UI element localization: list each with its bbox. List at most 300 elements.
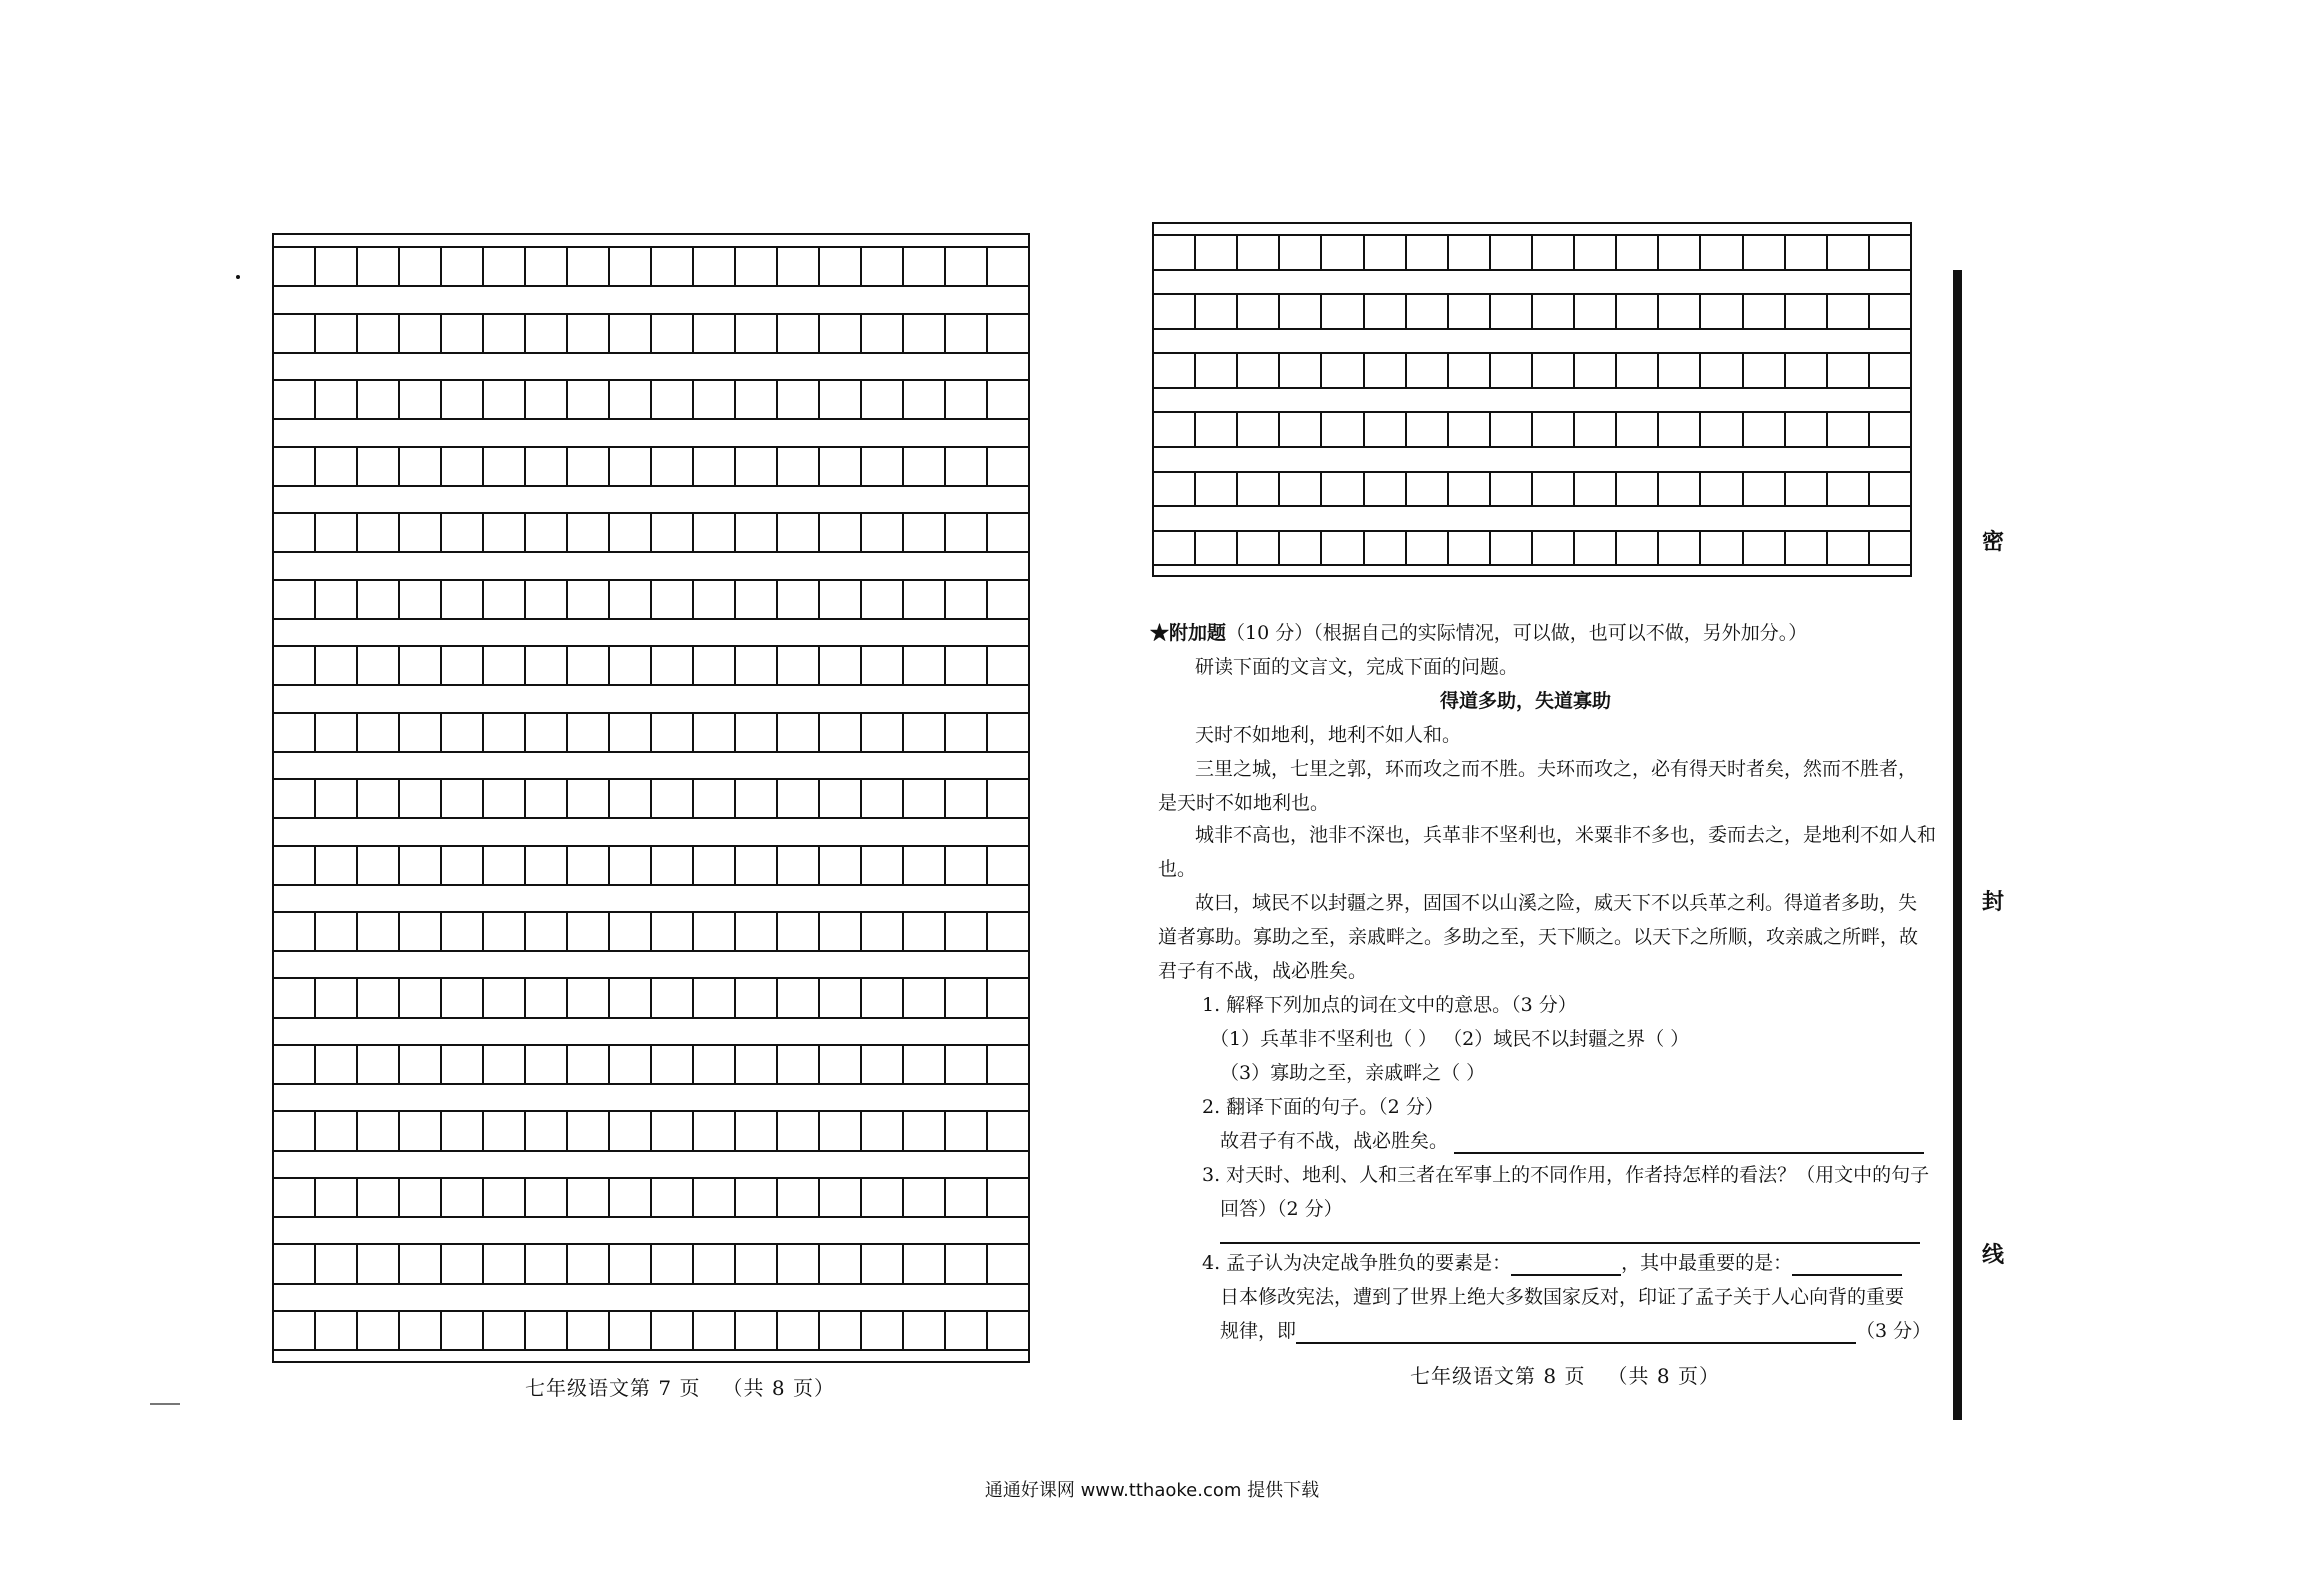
grid-cell[interactable]: [986, 845, 1030, 886]
grid-cell[interactable]: [482, 579, 524, 620]
grid-cell[interactable]: [818, 1110, 860, 1151]
grid-cell[interactable]: [440, 645, 482, 686]
grid-cell[interactable]: [1615, 234, 1657, 271]
grid-cell[interactable]: [356, 712, 398, 753]
grid-cell[interactable]: [944, 845, 986, 886]
grid-cell[interactable]: [314, 579, 356, 620]
grid-cell[interactable]: [1573, 471, 1615, 508]
grid-cell[interactable]: [314, 313, 356, 354]
grid-cell[interactable]: [440, 1243, 482, 1284]
grid-cell[interactable]: [986, 579, 1030, 620]
answer-line-q4a[interactable]: [1511, 1254, 1621, 1276]
grid-cell[interactable]: [398, 313, 440, 354]
grid-cell[interactable]: [398, 1044, 440, 1085]
grid-cell[interactable]: [1868, 411, 1912, 448]
grid-cell[interactable]: [818, 977, 860, 1018]
grid-cell[interactable]: [860, 778, 902, 819]
grid-cell[interactable]: [860, 977, 902, 1018]
grid-cell[interactable]: [398, 977, 440, 1018]
grid-cell[interactable]: [1531, 234, 1573, 271]
grid-cell[interactable]: [776, 313, 818, 354]
grid-cell[interactable]: [1489, 411, 1531, 448]
grid-cell[interactable]: [692, 645, 734, 686]
grid-cell[interactable]: [860, 845, 902, 886]
grid-cell[interactable]: [524, 579, 566, 620]
grid-cell[interactable]: [398, 379, 440, 420]
grid-cell[interactable]: [818, 845, 860, 886]
grid-cell[interactable]: [734, 379, 776, 420]
grid-cell[interactable]: [986, 313, 1030, 354]
grid-cell[interactable]: [860, 1243, 902, 1284]
grid-cell[interactable]: [986, 712, 1030, 753]
grid-cell[interactable]: [566, 1310, 608, 1351]
grid-cell[interactable]: [902, 977, 944, 1018]
grid-cell[interactable]: [356, 845, 398, 886]
grid-cell[interactable]: [1826, 234, 1868, 271]
grid-cell[interactable]: [944, 446, 986, 487]
grid-cell[interactable]: [314, 1110, 356, 1151]
grid-cell[interactable]: [1868, 293, 1912, 330]
grid-cell[interactable]: [944, 645, 986, 686]
grid-cell[interactable]: [482, 645, 524, 686]
grid-cell[interactable]: [524, 1243, 566, 1284]
grid-cell[interactable]: [1784, 530, 1826, 567]
grid-cell[interactable]: [440, 313, 482, 354]
grid-cell[interactable]: [818, 1310, 860, 1351]
grid-cell[interactable]: [650, 645, 692, 686]
grid-cell[interactable]: [818, 712, 860, 753]
grid-cell[interactable]: [356, 911, 398, 952]
grid-cell[interactable]: [566, 977, 608, 1018]
grid-cell[interactable]: [398, 579, 440, 620]
grid-cell[interactable]: [482, 1310, 524, 1351]
grid-cell[interactable]: [650, 1310, 692, 1351]
grid-cell[interactable]: [1826, 530, 1868, 567]
grid-cell[interactable]: [860, 1044, 902, 1085]
grid-cell[interactable]: [818, 512, 860, 553]
grid-cell[interactable]: [272, 1177, 314, 1218]
grid-cell[interactable]: [1152, 234, 1194, 271]
grid-cell[interactable]: [272, 246, 314, 287]
grid-cell[interactable]: [1657, 530, 1699, 567]
grid-cell[interactable]: [776, 712, 818, 753]
grid-cell[interactable]: [356, 446, 398, 487]
grid-cell[interactable]: [734, 645, 776, 686]
grid-cell[interactable]: [272, 379, 314, 420]
grid-cell[interactable]: [902, 1177, 944, 1218]
grid-cell[interactable]: [692, 977, 734, 1018]
grid-cell[interactable]: [398, 1243, 440, 1284]
grid-cell[interactable]: [986, 977, 1030, 1018]
grid-cell[interactable]: [566, 1110, 608, 1151]
grid-cell[interactable]: [1447, 352, 1489, 389]
grid-cell[interactable]: [398, 1177, 440, 1218]
grid-cell[interactable]: [356, 1110, 398, 1151]
grid-cell[interactable]: [1320, 293, 1362, 330]
grid-cell[interactable]: [608, 1310, 650, 1351]
grid-cell[interactable]: [1826, 411, 1868, 448]
grid-cell[interactable]: [524, 911, 566, 952]
grid-cell[interactable]: [482, 778, 524, 819]
grid-cell[interactable]: [986, 1177, 1030, 1218]
grid-cell[interactable]: [314, 379, 356, 420]
grid-cell[interactable]: [860, 579, 902, 620]
grid-cell[interactable]: [818, 778, 860, 819]
grid-cell[interactable]: [608, 579, 650, 620]
grid-cell[interactable]: [1152, 411, 1194, 448]
grid-cell[interactable]: [1194, 352, 1236, 389]
grid-cell[interactable]: [1152, 293, 1194, 330]
grid-cell[interactable]: [1784, 293, 1826, 330]
grid-cell[interactable]: [1236, 234, 1278, 271]
grid-cell[interactable]: [482, 911, 524, 952]
grid-cell[interactable]: [1194, 293, 1236, 330]
grid-cell[interactable]: [1320, 411, 1362, 448]
grid-cell[interactable]: [482, 446, 524, 487]
grid-cell[interactable]: [1699, 411, 1741, 448]
grid-cell[interactable]: [314, 512, 356, 553]
grid-cell[interactable]: [356, 246, 398, 287]
grid-cell[interactable]: [1363, 530, 1405, 567]
grid-cell[interactable]: [776, 379, 818, 420]
grid-cell[interactable]: [272, 778, 314, 819]
grid-cell[interactable]: [608, 1110, 650, 1151]
grid-cell[interactable]: [482, 313, 524, 354]
grid-cell[interactable]: [650, 977, 692, 1018]
grid-cell[interactable]: [1573, 234, 1615, 271]
grid-cell[interactable]: [902, 446, 944, 487]
grid-cell[interactable]: [818, 313, 860, 354]
grid-cell[interactable]: [1615, 352, 1657, 389]
grid-cell[interactable]: [1447, 293, 1489, 330]
grid-cell[interactable]: [440, 911, 482, 952]
grid-cell[interactable]: [608, 645, 650, 686]
grid-cell[interactable]: [272, 845, 314, 886]
grid-cell[interactable]: [1784, 234, 1826, 271]
grid-cell[interactable]: [356, 1044, 398, 1085]
grid-cell[interactable]: [1447, 411, 1489, 448]
grid-cell[interactable]: [902, 313, 944, 354]
grid-cell[interactable]: [902, 512, 944, 553]
grid-cell[interactable]: [356, 1243, 398, 1284]
grid-cell[interactable]: [818, 446, 860, 487]
grid-cell[interactable]: [734, 512, 776, 553]
grid-cell[interactable]: [356, 313, 398, 354]
grid-cell[interactable]: [398, 512, 440, 553]
grid-cell[interactable]: [608, 845, 650, 886]
grid-cell[interactable]: [776, 1310, 818, 1351]
grid-cell[interactable]: [650, 1044, 692, 1085]
grid-cell[interactable]: [1447, 471, 1489, 508]
grid-cell[interactable]: [314, 911, 356, 952]
grid-cell[interactable]: [440, 977, 482, 1018]
grid-cell[interactable]: [440, 246, 482, 287]
grid-cell[interactable]: [314, 977, 356, 1018]
grid-cell[interactable]: [524, 977, 566, 1018]
grid-cell[interactable]: [818, 579, 860, 620]
grid-cell[interactable]: [566, 246, 608, 287]
grid-cell[interactable]: [650, 313, 692, 354]
grid-cell[interactable]: [734, 778, 776, 819]
grid-cell[interactable]: [776, 512, 818, 553]
grid-cell[interactable]: [860, 911, 902, 952]
grid-cell[interactable]: [692, 712, 734, 753]
grid-cell[interactable]: [440, 579, 482, 620]
grid-cell[interactable]: [986, 911, 1030, 952]
grid-cell[interactable]: [1657, 234, 1699, 271]
grid-cell[interactable]: [944, 379, 986, 420]
grid-cell[interactable]: [1784, 411, 1826, 448]
grid-cell[interactable]: [1742, 234, 1784, 271]
grid-cell[interactable]: [566, 579, 608, 620]
grid-cell[interactable]: [902, 379, 944, 420]
grid-cell[interactable]: [272, 1243, 314, 1284]
grid-cell[interactable]: [734, 246, 776, 287]
grid-cell[interactable]: [398, 712, 440, 753]
grid-cell[interactable]: [1489, 352, 1531, 389]
grid-cell[interactable]: [1320, 234, 1362, 271]
grid-cell[interactable]: [944, 313, 986, 354]
grid-cell[interactable]: [314, 845, 356, 886]
grid-cell[interactable]: [650, 845, 692, 886]
grid-cell[interactable]: [608, 246, 650, 287]
grid-cell[interactable]: [1826, 293, 1868, 330]
grid-cell[interactable]: [818, 379, 860, 420]
grid-cell[interactable]: [986, 778, 1030, 819]
grid-cell[interactable]: [902, 1310, 944, 1351]
grid-cell[interactable]: [734, 1110, 776, 1151]
grid-cell[interactable]: [1278, 352, 1320, 389]
grid-cell[interactable]: [1489, 530, 1531, 567]
grid-cell[interactable]: [902, 645, 944, 686]
grid-cell[interactable]: [860, 1310, 902, 1351]
grid-cell[interactable]: [902, 579, 944, 620]
grid-cell[interactable]: [1826, 471, 1868, 508]
answer-line-q4c[interactable]: [1296, 1322, 1856, 1344]
grid-cell[interactable]: [860, 712, 902, 753]
grid-cell[interactable]: [902, 845, 944, 886]
grid-cell[interactable]: [650, 778, 692, 819]
grid-cell[interactable]: [608, 778, 650, 819]
grid-cell[interactable]: [776, 246, 818, 287]
grid-cell[interactable]: [1531, 352, 1573, 389]
grid-cell[interactable]: [1363, 411, 1405, 448]
grid-cell[interactable]: [482, 1243, 524, 1284]
grid-cell[interactable]: [314, 1243, 356, 1284]
grid-cell[interactable]: [1363, 293, 1405, 330]
grid-cell[interactable]: [1531, 530, 1573, 567]
grid-cell[interactable]: [1363, 352, 1405, 389]
grid-cell[interactable]: [608, 379, 650, 420]
grid-cell[interactable]: [734, 712, 776, 753]
grid-cell[interactable]: [482, 246, 524, 287]
grid-cell[interactable]: [1194, 471, 1236, 508]
grid-cell[interactable]: [272, 911, 314, 952]
grid-cell[interactable]: [398, 845, 440, 886]
grid-cell[interactable]: [398, 778, 440, 819]
grid-cell[interactable]: [902, 712, 944, 753]
grid-cell[interactable]: [860, 379, 902, 420]
grid-cell[interactable]: [314, 246, 356, 287]
grid-cell[interactable]: [1405, 530, 1447, 567]
answer-line-q4b[interactable]: [1792, 1254, 1902, 1276]
grid-cell[interactable]: [944, 977, 986, 1018]
grid-cell[interactable]: [902, 246, 944, 287]
grid-cell[interactable]: [356, 645, 398, 686]
grid-cell[interactable]: [1236, 530, 1278, 567]
grid-cell[interactable]: [398, 1310, 440, 1351]
grid-cell[interactable]: [1152, 471, 1194, 508]
grid-cell[interactable]: [692, 778, 734, 819]
grid-cell[interactable]: [650, 579, 692, 620]
grid-cell[interactable]: [566, 645, 608, 686]
grid-cell[interactable]: [818, 246, 860, 287]
grid-cell[interactable]: [566, 446, 608, 487]
grid-cell[interactable]: [1278, 530, 1320, 567]
grid-cell[interactable]: [1405, 471, 1447, 508]
grid-cell[interactable]: [1868, 471, 1912, 508]
grid-cell[interactable]: [524, 1110, 566, 1151]
grid-cell[interactable]: [314, 645, 356, 686]
grid-cell[interactable]: [776, 645, 818, 686]
grid-cell[interactable]: [776, 446, 818, 487]
grid-cell[interactable]: [356, 1177, 398, 1218]
grid-cell[interactable]: [1405, 411, 1447, 448]
grid-cell[interactable]: [692, 1110, 734, 1151]
grid-cell[interactable]: [1573, 293, 1615, 330]
grid-cell[interactable]: [1699, 234, 1741, 271]
grid-cell[interactable]: [440, 845, 482, 886]
grid-cell[interactable]: [440, 1044, 482, 1085]
grid-cell[interactable]: [650, 1110, 692, 1151]
grid-cell[interactable]: [440, 512, 482, 553]
grid-cell[interactable]: [986, 1044, 1030, 1085]
grid-cell[interactable]: [734, 1044, 776, 1085]
grid-cell[interactable]: [440, 712, 482, 753]
grid-cell[interactable]: [986, 1110, 1030, 1151]
grid-cell[interactable]: [314, 1177, 356, 1218]
grid-cell[interactable]: [1278, 234, 1320, 271]
grid-cell[interactable]: [1320, 530, 1362, 567]
grid-cell[interactable]: [986, 379, 1030, 420]
grid-cell[interactable]: [1657, 471, 1699, 508]
grid-cell[interactable]: [692, 1310, 734, 1351]
grid-cell[interactable]: [944, 1044, 986, 1085]
grid-cell[interactable]: [650, 446, 692, 487]
grid-cell[interactable]: [1236, 411, 1278, 448]
grid-cell[interactable]: [734, 1243, 776, 1284]
grid-cell[interactable]: [650, 379, 692, 420]
grid-cell[interactable]: [860, 645, 902, 686]
grid-cell[interactable]: [524, 778, 566, 819]
grid-cell[interactable]: [272, 579, 314, 620]
grid-cell[interactable]: [482, 512, 524, 553]
grid-cell[interactable]: [944, 512, 986, 553]
grid-cell[interactable]: [650, 911, 692, 952]
grid-cell[interactable]: [608, 1044, 650, 1085]
grid-cell[interactable]: [524, 512, 566, 553]
grid-cell[interactable]: [1320, 352, 1362, 389]
grid-cell[interactable]: [1236, 352, 1278, 389]
grid-cell[interactable]: [608, 712, 650, 753]
grid-cell[interactable]: [440, 1110, 482, 1151]
grid-cell[interactable]: [1615, 293, 1657, 330]
grid-cell[interactable]: [566, 778, 608, 819]
grid-cell[interactable]: [356, 512, 398, 553]
grid-cell[interactable]: [776, 845, 818, 886]
grid-cell[interactable]: [1573, 530, 1615, 567]
grid-cell[interactable]: [986, 645, 1030, 686]
grid-cell[interactable]: [902, 911, 944, 952]
grid-cell[interactable]: [734, 911, 776, 952]
grid-cell[interactable]: [776, 911, 818, 952]
grid-cell[interactable]: [1868, 530, 1912, 567]
grid-cell[interactable]: [398, 911, 440, 952]
grid-cell[interactable]: [1194, 530, 1236, 567]
grid-cell[interactable]: [608, 911, 650, 952]
grid-cell[interactable]: [524, 379, 566, 420]
grid-cell[interactable]: [734, 1177, 776, 1218]
grid-cell[interactable]: [1278, 411, 1320, 448]
grid-cell[interactable]: [1194, 234, 1236, 271]
grid-cell[interactable]: [692, 1243, 734, 1284]
grid-cell[interactable]: [1489, 234, 1531, 271]
grid-cell[interactable]: [650, 1177, 692, 1218]
grid-cell[interactable]: [524, 645, 566, 686]
grid-cell[interactable]: [272, 512, 314, 553]
grid-cell[interactable]: [902, 1243, 944, 1284]
grid-cell[interactable]: [1573, 352, 1615, 389]
grid-cell[interactable]: [1447, 530, 1489, 567]
grid-cell[interactable]: [566, 379, 608, 420]
grid-cell[interactable]: [482, 712, 524, 753]
grid-cell[interactable]: [944, 1177, 986, 1218]
grid-cell[interactable]: [818, 911, 860, 952]
grid-cell[interactable]: [650, 1243, 692, 1284]
grid-cell[interactable]: [314, 446, 356, 487]
grid-cell[interactable]: [1742, 352, 1784, 389]
grid-cell[interactable]: [650, 512, 692, 553]
grid-cell[interactable]: [1615, 530, 1657, 567]
grid-cell[interactable]: [734, 313, 776, 354]
grid-cell[interactable]: [776, 1044, 818, 1085]
grid-cell[interactable]: [986, 1243, 1030, 1284]
grid-cell[interactable]: [272, 1310, 314, 1351]
grid-cell[interactable]: [524, 845, 566, 886]
grid-cell[interactable]: [1531, 411, 1573, 448]
grid-cell[interactable]: [1573, 411, 1615, 448]
grid-cell[interactable]: [986, 246, 1030, 287]
grid-cell[interactable]: [1405, 293, 1447, 330]
grid-cell[interactable]: [1699, 352, 1741, 389]
grid-cell[interactable]: [1657, 411, 1699, 448]
grid-cell[interactable]: [1447, 234, 1489, 271]
grid-cell[interactable]: [608, 1243, 650, 1284]
grid-cell[interactable]: [482, 977, 524, 1018]
grid-cell[interactable]: [272, 313, 314, 354]
grid-cell[interactable]: [524, 1044, 566, 1085]
grid-cell[interactable]: [398, 645, 440, 686]
grid-cell[interactable]: [482, 379, 524, 420]
grid-cell[interactable]: [944, 712, 986, 753]
grid-cell[interactable]: [608, 446, 650, 487]
grid-cell[interactable]: [1363, 471, 1405, 508]
grid-cell[interactable]: [692, 579, 734, 620]
grid-cell[interactable]: [608, 313, 650, 354]
grid-cell[interactable]: [1236, 293, 1278, 330]
grid-cell[interactable]: [272, 645, 314, 686]
grid-cell[interactable]: [692, 845, 734, 886]
